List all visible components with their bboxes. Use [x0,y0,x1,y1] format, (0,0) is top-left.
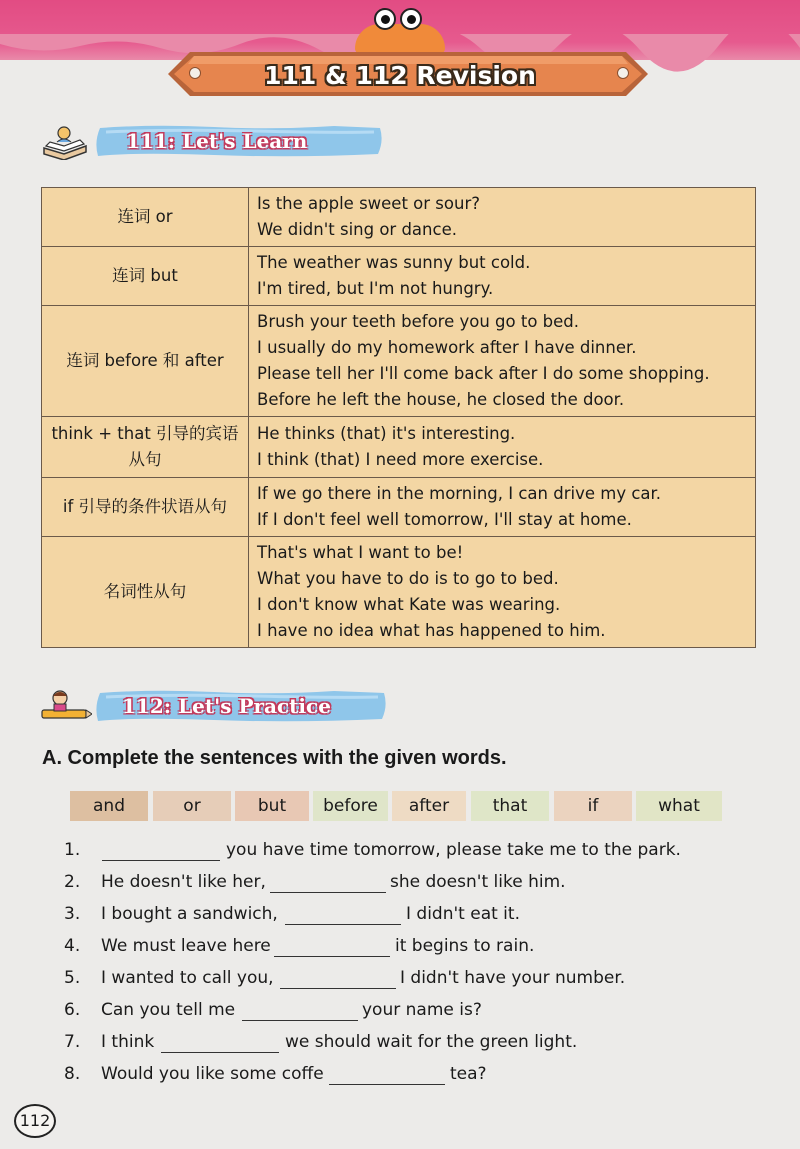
page-title: 111 & 112 Revision [264,61,536,90]
page-number: 112 [14,1104,56,1138]
question-item [62,1000,762,1030]
example-sentence: I have no idea what has happened to him. [257,621,606,640]
question-text-before: He doesn't like her, [101,872,266,892]
grammar-row [42,188,756,247]
grammar-examples [249,537,756,648]
grammar-topic: think + that 引导的宾语从句 [42,417,249,478]
question-text-after: your name is? [362,1000,482,1020]
answer-blank[interactable] [270,892,386,893]
question-item [62,936,762,966]
question-text-after: I didn't eat it. [406,904,520,924]
example-sentence: I think (that) I need more exercise. [257,450,544,469]
grammar-row [42,417,756,478]
question-item [62,872,762,902]
grammar-row [42,478,756,537]
grammar-topic: 连词 before 和 after [42,306,249,417]
grammar-examples [249,306,756,417]
grammar-topic: 连词 or [42,188,249,247]
word-bank-item: after [392,791,466,821]
answer-blank[interactable] [285,924,401,925]
word-bank-item: before [313,791,388,821]
grammar-table [41,187,756,648]
word-bank-item: that [471,791,549,821]
example-sentence: I usually do my homework after I have dinner. [257,338,637,357]
question-text-before: I bought a sandwich, [101,904,278,924]
question-text-after: you have time tomorrow, please take me to the park. [226,840,681,860]
answer-blank[interactable] [102,860,220,861]
grammar-examples [249,247,756,306]
example-sentence: Brush your teeth before you go to bed. [257,312,580,331]
question-item [62,968,762,998]
answer-blank[interactable] [274,956,390,957]
question-text-after: we should wait for the green light. [285,1032,578,1052]
question-number: 3. [64,904,81,924]
question-number: 4. [64,936,81,956]
grammar-examples [249,417,756,478]
example-sentence: We didn't sing or dance. [257,220,457,239]
crab-eyes-icon [374,8,424,30]
question-item [62,1064,762,1094]
question-number: 5. [64,968,81,988]
grammar-topic: 连词 but [42,247,249,306]
example-sentence: That's what I want to be! [257,543,464,562]
question-number: 1. [64,840,81,860]
example-sentence: I'm tired, but I'm not hungry. [257,279,494,298]
answer-blank[interactable] [329,1084,445,1085]
question-number: 7. [64,1032,81,1052]
grammar-topic: if 引导的条件状语从句 [42,478,249,537]
example-sentence: I don't know what Kate was wearing. [257,595,561,614]
word-bank-item: and [70,791,148,821]
section-title-learn: 111: Let's Learn [126,129,308,153]
question-text-after: it begins to rain. [395,936,535,956]
question-number: 6. [64,1000,81,1020]
pencil-kid-icon [40,688,92,724]
word-bank-item: if [554,791,632,821]
example-sentence: If we go there in the morning, I can drive my car. [257,484,662,503]
word-bank-item: what [636,791,722,821]
answer-blank[interactable] [280,988,396,989]
example-sentence: Is the apple sweet or sour? [257,194,480,213]
grammar-topic: 名词性从句 [42,537,249,648]
question-text-before: Can you tell me [101,1000,236,1020]
answer-blank[interactable] [242,1020,358,1021]
section-title-practice: 112: Let's Practice [122,694,331,718]
example-sentence: He thinks (that) it's interesting. [257,424,516,443]
question-text-before: I think [101,1032,155,1052]
question-number: 8. [64,1064,81,1084]
question-text-before: Would you like some coffe [101,1064,324,1084]
grammar-row [42,537,756,648]
example-sentence: Before he left the house, he closed the door. [257,390,625,409]
example-sentence: The weather was sunny but cold. [257,253,531,272]
question-text-after: tea? [450,1064,487,1084]
example-sentence: Please tell her I'll come back after I do some shopping. [257,364,710,383]
word-bank-item: but [235,791,309,821]
book-reading-icon [40,124,90,160]
question-item [62,840,762,870]
grammar-row [42,306,756,417]
question-text-before: We must leave here [101,936,271,956]
question-item [62,1032,762,1062]
grammar-examples [249,188,756,247]
question-text-before: I wanted to call you, [101,968,274,988]
exercise-instruction: A. Complete the sentences with the given words. [42,747,507,769]
grammar-examples [249,478,756,537]
example-sentence: If I don't feel well tomorrow, I'll stay at home. [257,510,632,529]
answer-blank[interactable] [161,1052,279,1053]
question-item [62,904,762,934]
word-bank-item: or [153,791,231,821]
question-text-after: she doesn't like him. [390,872,566,892]
question-number: 2. [64,872,81,892]
word-bank [70,791,722,821]
example-sentence: What you have to do is to go to bed. [257,569,559,588]
question-text-after: I didn't have your number. [400,968,626,988]
grammar-row [42,247,756,306]
